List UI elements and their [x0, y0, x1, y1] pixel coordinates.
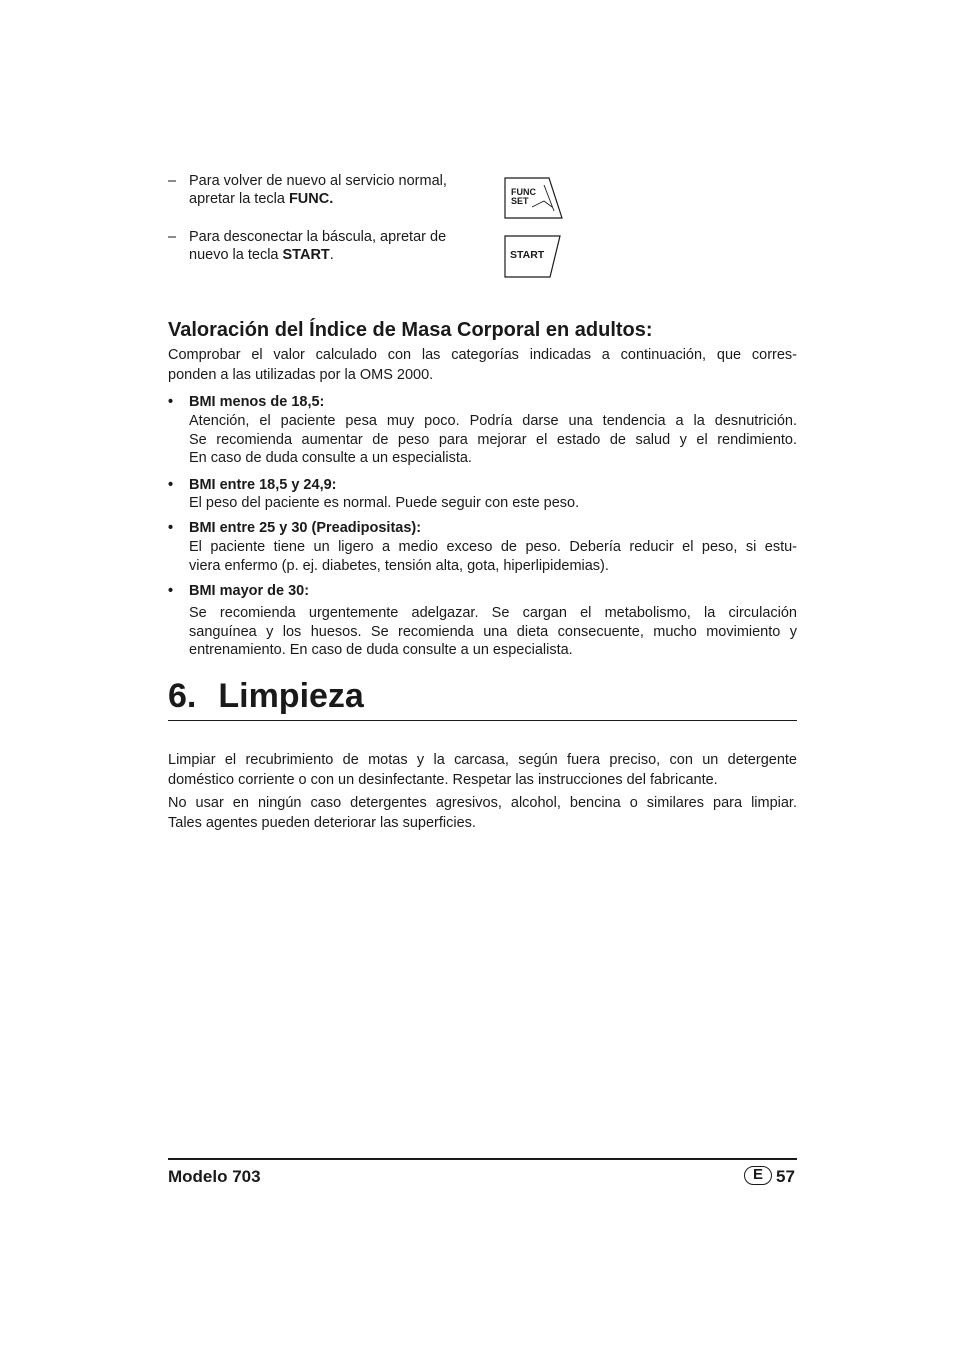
bmi-item-preadipositas — [168, 519, 797, 577]
bmi-item-line: sanguínea y los huesos. Se recomienda una dieta consecuente, mucho movimiento y — [189, 623, 797, 640]
key-label-start: START — [510, 249, 545, 261]
section-title: Limpieza — [218, 677, 364, 715]
start-key-icon — [504, 235, 562, 278]
key-name-func: FUNC. — [288, 191, 334, 207]
instruction-line — [189, 246, 479, 264]
bmi-intro-line: Comprobar el valor calculado con las categorías indicadas a continuación, que corres- — [168, 347, 797, 363]
bmi-item-line: viera enfermo (p. ej. diabetes, tensión alta, gota, hiperlipidemias). — [189, 557, 609, 574]
bmi-item-body — [189, 604, 797, 660]
bmi-item-heading: BMI entre 18,5 y 24,9: — [189, 477, 337, 493]
dash-marker: – — [168, 229, 177, 245]
cleaning-line: doméstico corriente o con un desinfectante. Respetar las instrucciones del fabricante. — [168, 772, 718, 788]
bmi-item-body — [189, 538, 797, 575]
section-divider — [168, 720, 797, 721]
bullet-marker: • — [168, 394, 174, 410]
bullet-marker: • — [168, 583, 174, 599]
instruction-prefix: apretar la tecla — [189, 191, 289, 207]
cleaning-line: Tales agentes pueden deteriorar las superficies. — [168, 815, 476, 831]
bmi-item-line: En caso de duda consulte a un especialista. — [189, 450, 472, 466]
section-heading-limpieza — [168, 676, 364, 716]
instruction-prefix: nuevo la tecla — [189, 247, 283, 263]
section-number: 6. — [168, 677, 197, 715]
instruction-line — [189, 190, 479, 208]
bmi-item-heading: BMI mayor de 30: — [189, 583, 310, 599]
instruction-func — [168, 172, 488, 212]
cleaning-line: Limpiar el recubrimiento de motas y la carcasa, según fuera preciso, con un detergente — [168, 752, 797, 768]
key-label-set: SET — [511, 196, 529, 206]
bmi-item-line: El paciente tiene un ligero a medio exceso de peso. Debería reducir el peso, si estu- — [189, 539, 797, 555]
key-name-start: START — [282, 247, 330, 263]
bmi-intro-line: ponden a las utilizadas por la OMS 2000. — [168, 367, 434, 383]
footer-model: Modelo 703 — [168, 1167, 261, 1186]
instruction-text — [189, 172, 479, 208]
func-set-key-icon — [504, 177, 564, 219]
instruction-text — [189, 228, 479, 264]
dash-marker: – — [168, 173, 177, 189]
bmi-item-line: entrenamiento. En caso de duda consulte a un especialista. — [189, 642, 573, 658]
bmi-section-title: Valoración del Índice de Masa Corporal en adultos: — [168, 319, 653, 341]
key-label-func: FUNC — [511, 187, 536, 197]
cleaning-paragraph-1 — [168, 750, 797, 790]
bullet-marker: • — [168, 477, 174, 493]
bmi-item-obese — [168, 582, 797, 662]
bmi-item-body — [189, 494, 797, 513]
cleaning-line: No usar en ningún caso detergentes agresivos, alcohol, bencina o similares para limpiar. — [168, 795, 797, 811]
bmi-item-line: Atención, el paciente pesa muy poco. Podría darse una tendencia a la desnutrición. — [189, 413, 797, 429]
bmi-item-line: El peso del paciente es normal. Puede seguir con este peso. — [189, 495, 580, 511]
bmi-item-underweight — [168, 393, 797, 468]
cleaning-paragraph-2 — [168, 793, 797, 833]
instruction-line: Para volver de nuevo al servicio normal, — [189, 173, 447, 189]
bullet-marker: • — [168, 520, 174, 536]
instruction-line: Para desconectar la báscula, apretar de — [189, 229, 447, 245]
bmi-intro — [168, 345, 797, 385]
instruction-suffix: . — [329, 247, 334, 263]
bmi-item-line: Se recomienda aumentar de peso para mejorar el estado de salud y el rendimiento. — [189, 431, 797, 448]
footer-divider — [168, 1158, 797, 1160]
bmi-item-heading: BMI entre 25 y 30 (Preadipositas): — [189, 520, 422, 536]
instruction-start — [168, 228, 488, 268]
bmi-item-line: Se recomienda urgentemente adelgazar. Se cargan el metabolismo, la circulación — [189, 605, 797, 621]
language-badge: E — [744, 1166, 772, 1185]
bmi-item-normal — [168, 476, 797, 514]
page-number: 57 — [776, 1167, 795, 1186]
bmi-item-body — [189, 412, 797, 468]
bmi-item-heading: BMI menos de 18,5: — [189, 394, 325, 410]
